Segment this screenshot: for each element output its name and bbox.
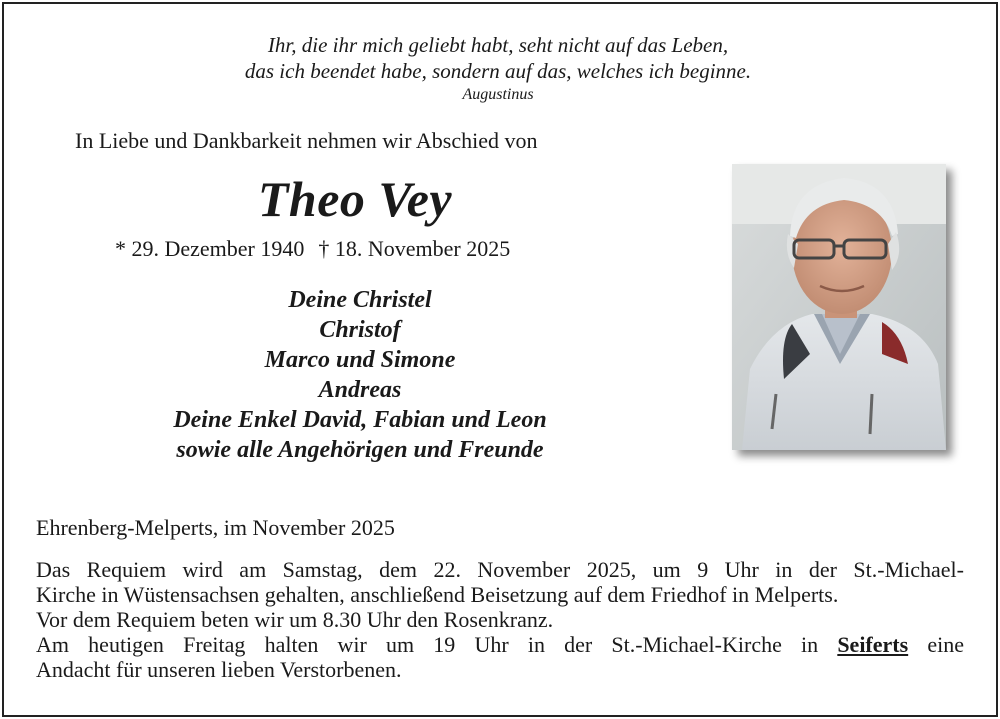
portrait-photo	[732, 164, 946, 450]
devotion-text-end: eine	[908, 632, 964, 657]
family-line: Marco und Simone	[264, 347, 456, 373]
requiem-line-2: Kirche in Wüstensachsen gehalten, anschließend Beisetzung auf dem Friedhof in Melperts.	[36, 582, 839, 607]
family-line: sowie alle Angehörigen und Freunde	[176, 437, 544, 463]
life-dates	[115, 236, 510, 262]
devotion-line-1	[36, 632, 964, 657]
family-list	[90, 285, 630, 465]
family-line: Andreas	[318, 377, 402, 403]
family-line: Christof	[319, 317, 401, 343]
devotion-line-2: Andacht für unseren lieben Verstorbenen.	[36, 657, 402, 682]
family-line: Deine Christel	[288, 287, 432, 313]
intro-text: In Liebe und Dankbarkeit nehmen wir Abschied von	[75, 128, 538, 153]
quote-author: Augustinus	[462, 86, 534, 103]
death-date: † 18. November 2025	[318, 236, 511, 261]
quote-line-2: das ich beendet habe, sondern auf das, welches ich beginne.	[244, 59, 752, 83]
deceased-name: Theo Vey	[257, 171, 453, 227]
seiferts-link[interactable]: Seiferts	[837, 632, 909, 657]
place-and-date: Ehrenberg-Melperts, im November 2025	[36, 515, 395, 540]
requiem-line-1: Das Requiem wird am Samstag, dem 22. November 2025, um 9 Uhr in der St.-Michael-	[36, 557, 964, 582]
rosary-note: Vor dem Requiem beten wir um 8.30 Uhr den Rosenkranz.	[36, 607, 554, 632]
family-line: Deine Enkel David, Fabian und Leon	[173, 407, 547, 433]
quote-block	[0, 32, 996, 106]
devotion-text-start: Am heutigen Freitag halten wir um 19 Uhr in der St.-Michael-Kirche in	[36, 632, 838, 657]
birth-date: * 29. Dezember 1940	[115, 236, 305, 261]
service-details	[36, 557, 964, 682]
quote-line-1: Ihr, die ihr mich geliebt habt, seht nicht auf das Leben,	[267, 33, 729, 57]
